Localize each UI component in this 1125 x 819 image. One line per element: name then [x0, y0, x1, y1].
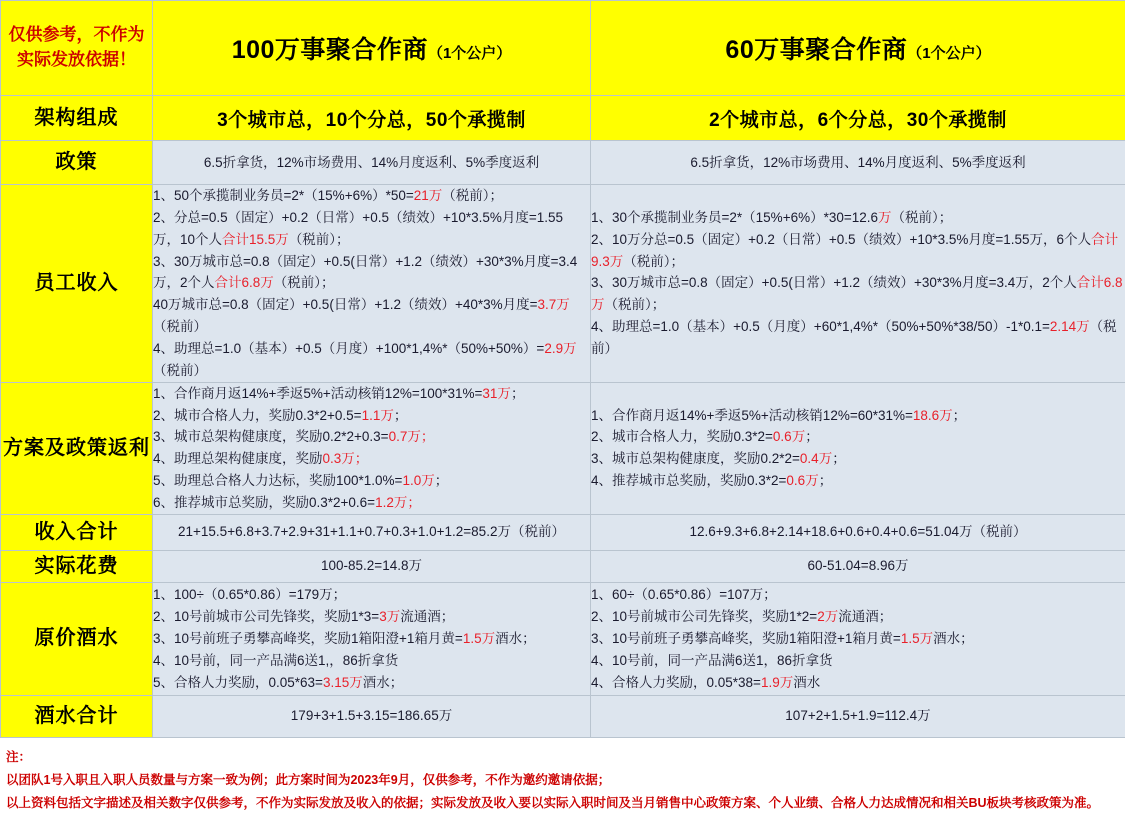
disclaimer-line-2: 实际发放依据！	[1, 48, 152, 73]
cell-text: ；	[805, 429, 819, 444]
cell-text: 4、助理总=1.0（基本）+0.5（月度）+60*1,4%*（50%+50%*38/50）-1*0.1=	[591, 319, 1050, 334]
cell-text: ；	[819, 473, 833, 488]
row-label-actual-cost: 实际花费	[1, 550, 153, 582]
cell-line	[153, 207, 590, 251]
row-label-policy: 政策	[1, 141, 153, 185]
column-header-60w-title: 60万事聚合作商	[725, 36, 907, 64]
cell-text: 1、合作商月返14%+季返5%+活动核销12%=60*31%=	[591, 408, 913, 423]
list-price-drinks-100w	[153, 582, 591, 695]
cell-line	[153, 405, 590, 427]
cell-line	[153, 426, 590, 448]
cell-text: 4、助理总架构健康度，奖励	[153, 451, 323, 466]
cell-line	[591, 405, 1125, 427]
highlight-value: 合计15.5万	[222, 232, 289, 247]
architecture-value-100w: 3个城市总，10个分总，50个承揽制	[153, 96, 591, 141]
cell-text: 4、10号前，同一产品满6送1,，86折拿货	[153, 653, 398, 668]
cell-text: 2、10万分总=0.5（固定）+0.2（日常）+0.5（绩效）+10*3.5%月度=1.55万，6个人	[591, 232, 1091, 247]
cell-text: 5、合格人力奖励，0.05*63=	[153, 675, 323, 690]
cell-line	[153, 606, 590, 628]
highlight-value: 1.2万；	[375, 495, 421, 510]
cell-text: 酒水；	[363, 675, 404, 690]
row-label-staff-income: 员工收入	[1, 185, 153, 383]
cell-text: 4、10号前，同一产品满6送1，86折拿货	[591, 653, 833, 668]
table-row-header	[1, 1, 1125, 96]
table-row-drinks-total	[1, 695, 1125, 737]
highlight-value: 0.6万	[773, 429, 805, 444]
cell-text: （税前）；	[442, 188, 503, 203]
cell-text: 流通酒；	[838, 609, 892, 624]
table-row-income-total	[1, 514, 1125, 550]
cell-text: 2、城市合格人力，奖励0.3*2=	[591, 429, 773, 444]
staff-income-100w	[153, 185, 591, 383]
staff-income-60w	[591, 185, 1125, 383]
row-label-plan-rebate: 方案及政策返利	[1, 382, 153, 514]
cell-text: （税前）；	[623, 254, 684, 269]
highlight-value: 1.1万	[362, 408, 394, 423]
highlight-value: 3.7万	[538, 297, 570, 312]
cell-line	[153, 251, 590, 295]
cell-text: 3、30万城市总=0.8（固定）+0.5(日常）+1.2（绩效）+30*3%月度=3.4万，2个人	[153, 254, 577, 291]
highlight-value: 0.7万；	[389, 429, 435, 444]
cell-line	[591, 426, 1125, 448]
highlight-value: 合计9.3万	[591, 232, 1118, 269]
highlight-value: 2万	[817, 609, 838, 624]
cell-text: （税前）；	[892, 210, 953, 225]
policy-value-60w: 6.5折拿货，12%市场费用、14%月度返利、5%季度返利	[591, 141, 1125, 185]
actual-cost-100w: 100-85.2=14.8万	[153, 550, 591, 582]
actual-cost-60w: 60-51.04=8.96万	[591, 550, 1125, 582]
column-header-60w	[591, 1, 1125, 96]
cell-text: 流通酒；	[400, 609, 454, 624]
row-label-architecture: 架构组成	[1, 96, 153, 141]
cell-text: （税前）；	[289, 232, 350, 247]
cell-line	[153, 492, 590, 514]
column-header-100w-title: 100万事聚合作商	[232, 36, 428, 64]
row-label-income-total: 收入合计	[1, 514, 153, 550]
footer-note-line-1: 以团队1号入职且入职人员数量与方案一致为例；此方案时间为2023年9月，仅供参考，不作为邀约邀请依据；	[6, 769, 1119, 792]
cell-line	[153, 294, 590, 338]
highlight-value: 0.6万	[786, 473, 818, 488]
highlight-value: 1.5万	[901, 631, 933, 646]
cell-text: 2、10号前城市公司先锋奖，奖励1*3=	[153, 609, 379, 624]
footer-note-line-2: 以上资料包括文字描述及相关数字仅供参考，不作为实际发放及收入的依据；实际发放及收入要以实际入职时间及当月销售中心政策方案、个人业绩、合格人力达成情况和相关BU板块考核政策为准。	[6, 792, 1119, 815]
cell-line	[591, 470, 1125, 492]
cell-text: 6、推荐城市总奖励，奖励0.3*2+0.6=	[153, 495, 375, 510]
highlight-value: 0.3万；	[323, 451, 369, 466]
cell-text: 1、30个承揽制业务员=2*（15%+6%）*30=12.6	[591, 210, 878, 225]
cell-text: （税前）；	[274, 275, 335, 290]
highlight-value: 3.15万	[323, 675, 363, 690]
architecture-value-60w: 2个城市总，6个分总，30个承揽制	[591, 96, 1125, 141]
cell-text: 1、50个承揽制业务员=2*（15%+6%）*50=	[153, 188, 414, 203]
drinks-total-100w: 179+3+1.5+3.15=186.65万	[153, 695, 591, 737]
footer-note-title: 注：	[6, 746, 1119, 769]
cell-text: （税前）	[591, 319, 1117, 356]
cell-line	[591, 672, 1125, 694]
list-price-drinks-60w	[591, 582, 1125, 695]
cell-line	[591, 272, 1125, 316]
cell-line	[591, 448, 1125, 470]
highlight-value: 1.9万	[761, 675, 793, 690]
disclaimer-line-1: 仅供参考，不作为	[1, 23, 152, 48]
income-total-60w: 12.6+9.3+6.8+2.14+18.6+0.6+0.4+0.6=51.04万（税前）	[591, 514, 1125, 550]
cell-text: （税前）	[153, 363, 207, 378]
cell-line	[153, 448, 590, 470]
cell-text: 2、城市合格人力，奖励0.3*2+0.5=	[153, 408, 362, 423]
cell-text: ；	[832, 451, 846, 466]
column-header-100w	[153, 1, 591, 96]
cell-line	[591, 584, 1125, 606]
cell-line	[591, 207, 1125, 229]
cell-line	[153, 672, 590, 694]
highlight-value: 18.6万	[913, 408, 953, 423]
cell-text: 3、10号前班子勇攀高峰奖，奖励1箱阳澄+1箱月黄=	[153, 631, 463, 646]
disclaimer-corner	[1, 1, 153, 96]
cell-text: 1、合作商月返14%+季返5%+活动核销12%=100*31%=	[153, 386, 482, 401]
cell-text: 40万城市总=0.8（固定）+0.5(日常）+1.2（绩效）+40*3%月度=	[153, 297, 538, 312]
policy-value-100w: 6.5折拿货，12%市场费用、14%月度返利、5%季度返利	[153, 141, 591, 185]
cell-text: （税前）	[153, 319, 207, 334]
cell-line	[153, 628, 590, 650]
highlight-value: 31万	[482, 386, 511, 401]
cell-line	[591, 628, 1125, 650]
cell-text: ；	[511, 386, 525, 401]
cell-text: 3、城市总架构健康度，奖励0.2*2+0.3=	[153, 429, 389, 444]
cell-line	[591, 606, 1125, 628]
cell-text: 4、助理总=1.0（基本）+0.5（月度）+100*1,4%*（50%+50%）=	[153, 341, 544, 356]
highlight-value: 1.0万	[402, 473, 434, 488]
cell-text: 4、推荐城市总奖励，奖励0.3*2=	[591, 473, 786, 488]
table-row-actual-cost	[1, 550, 1125, 582]
cell-text: 2、分总=0.5（固定）+0.2（日常）+0.5（绩效）+10*3.5%月度=1.55万，10个人	[153, 210, 563, 247]
drinks-total-60w: 107+2+1.5+1.9=112.4万	[591, 695, 1125, 737]
cell-text: 酒水；	[495, 631, 536, 646]
cell-line	[153, 185, 590, 207]
cell-text: 酒水；	[933, 631, 974, 646]
plan-rebate-100w	[153, 382, 591, 514]
highlight-value: 0.4万	[800, 451, 832, 466]
cell-text: 5、助理总合格人力达标，奖励100*1.0%=	[153, 473, 402, 488]
cell-text: 3、30万城市总=0.8（固定）+0.5(日常）+1.2（绩效）+30*3%月度=3.4万，2个人	[591, 275, 1077, 290]
row-label-drinks-total: 酒水合计	[1, 695, 153, 737]
cell-text: ；	[953, 408, 967, 423]
cell-text: 1、60÷（0.65*0.86）=107万；	[591, 587, 777, 602]
highlight-value: 合计6.8万	[215, 275, 274, 290]
footer-note	[0, 738, 1125, 819]
cell-line	[591, 229, 1125, 273]
column-header-60w-sub: （1个公户）	[907, 45, 990, 62]
highlight-value: 21万	[414, 188, 443, 203]
highlight-value: 合计6.8万	[591, 275, 1123, 312]
cell-line	[153, 584, 590, 606]
cell-text: （税前）；	[605, 297, 666, 312]
income-total-100w: 21+15.5+6.8+3.7+2.9+31+1.1+0.7+0.3+1.0+1.2=85.2万（税前）	[153, 514, 591, 550]
cell-line	[153, 470, 590, 492]
cell-text: 3、城市总架构健康度，奖励0.2*2=	[591, 451, 800, 466]
column-header-100w-sub: （1个公户）	[428, 45, 511, 62]
cell-text: 2、10号前城市公司先锋奖，奖励1*2=	[591, 609, 817, 624]
table-row-policy	[1, 141, 1125, 185]
cell-text: ；	[394, 408, 408, 423]
highlight-value: 2.9万	[544, 341, 576, 356]
row-label-list-price-drinks: 原价酒水	[1, 582, 153, 695]
highlight-value: 万	[878, 210, 892, 225]
table-row-plan-rebate	[1, 382, 1125, 514]
plan-rebate-60w	[591, 382, 1125, 514]
cell-text: 4、合格人力奖励，0.05*38=	[591, 675, 761, 690]
cell-line	[153, 650, 590, 672]
table-row-list-price-drinks	[1, 582, 1125, 695]
cell-line	[591, 316, 1125, 360]
highlight-value: 3万	[379, 609, 400, 624]
cell-line	[591, 650, 1125, 672]
cell-line	[153, 338, 590, 382]
cell-text: 1、100÷（0.65*0.86）=179万；	[153, 587, 346, 602]
highlight-value: 2.14万	[1050, 319, 1090, 334]
cell-text: ；	[435, 473, 449, 488]
highlight-value: 1.5万	[463, 631, 495, 646]
table-row-architecture	[1, 96, 1125, 141]
cell-line	[153, 383, 590, 405]
cell-text: 3、10号前班子勇攀高峰奖，奖励1箱阳澄+1箱月黄=	[591, 631, 901, 646]
table-row-staff-income	[1, 185, 1125, 383]
cell-text: 酒水	[793, 675, 820, 690]
